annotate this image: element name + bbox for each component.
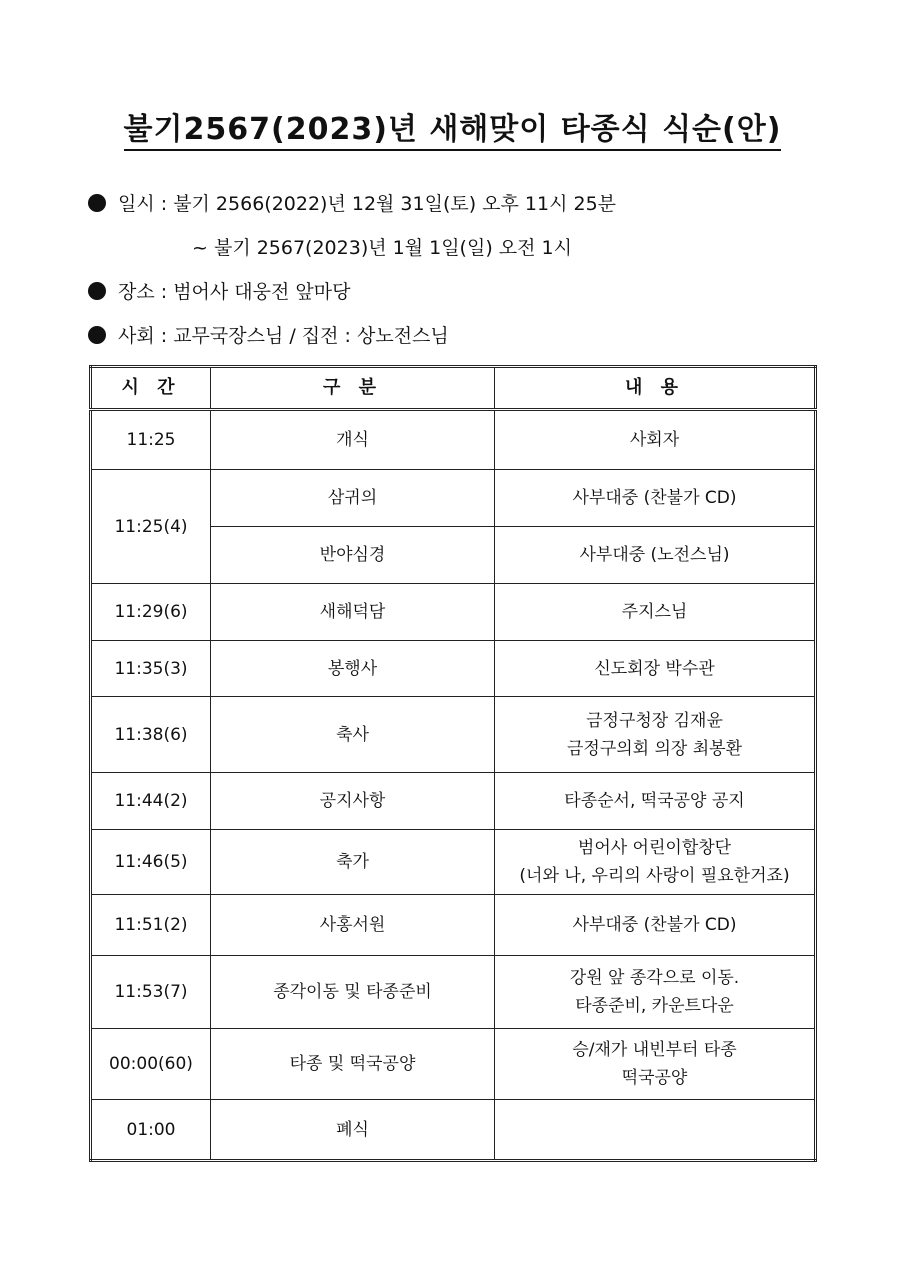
- table-row: [91, 830, 816, 895]
- table-row: [91, 1029, 816, 1100]
- table-row: [91, 584, 816, 641]
- time-cell: 11:44(2): [91, 773, 211, 830]
- item-cell: 타종 및 떡국공양: [211, 1029, 495, 1100]
- item-cell: 삼귀의: [211, 470, 495, 527]
- content-cell: 강원 앞 종각으로 이동. 타종준비, 카운트다운: [495, 956, 816, 1029]
- document-title: 불기2567(2023)년 새해맞이 타종식 식순(안): [124, 112, 782, 151]
- content-cell: 사부대중 (찬불가 CD): [495, 470, 816, 527]
- content-cell: 신도회장 박수관: [495, 641, 816, 697]
- time-cell: 11:51(2): [91, 895, 211, 956]
- header-category: 구 분: [211, 367, 495, 410]
- table-header-row: [91, 367, 816, 410]
- content-cell: 주지스님: [495, 584, 816, 641]
- time-cell: 11:25(4): [91, 470, 211, 584]
- info-date-row: [88, 182, 616, 226]
- content-cell: 승/재가 내빈부터 타종 떡국공양: [495, 1029, 816, 1100]
- item-cell: 종각이동 및 타종준비: [211, 956, 495, 1029]
- item-cell: 축가: [211, 830, 495, 895]
- info-place: 장소 : 범어사 대웅전 앞마당: [118, 281, 351, 303]
- item-cell: 반야심경: [211, 527, 495, 584]
- item-cell: 공지사항: [211, 773, 495, 830]
- info-place-row: [88, 270, 616, 314]
- table-row: [91, 470, 816, 527]
- time-cell: 11:53(7): [91, 956, 211, 1029]
- table-row: [91, 773, 816, 830]
- bullet-icon: [88, 194, 106, 212]
- item-cell: 축사: [211, 697, 495, 773]
- table-row: [91, 697, 816, 773]
- info-host-row: [88, 314, 616, 358]
- document-title-wrap: [0, 104, 905, 148]
- info-date-line1: 일시 : 불기 2566(2022)년 12월 31일(토) 오후 11시 25분: [118, 193, 617, 215]
- info-date-line2: ~ 불기 2567(2023)년 1월 1일(일) 오전 1시: [192, 237, 572, 259]
- table-row: [91, 641, 816, 697]
- content-cell: 사회자: [495, 410, 816, 470]
- time-cell: 11:46(5): [91, 830, 211, 895]
- table-row: [91, 956, 816, 1029]
- content-cell: 사부대중 (찬불가 CD): [495, 895, 816, 956]
- header-content: 내 용: [495, 367, 816, 410]
- time-cell: 11:38(6): [91, 697, 211, 773]
- table-row: [91, 410, 816, 470]
- content-cell: 범어사 어린이합창단 (너와 나, 우리의 사랑이 필요한거죠): [495, 830, 816, 895]
- item-cell: 개식: [211, 410, 495, 470]
- time-cell: 11:29(6): [91, 584, 211, 641]
- item-cell: 봉행사: [211, 641, 495, 697]
- schedule-table: [89, 365, 817, 1162]
- item-cell: 새해덕담: [211, 584, 495, 641]
- content-cell: 타종순서, 떡국공양 공지: [495, 773, 816, 830]
- table-row: [91, 1100, 816, 1161]
- bullet-icon: [88, 282, 106, 300]
- table-row: [91, 895, 816, 956]
- time-cell: 00:00(60): [91, 1029, 211, 1100]
- info-date-row-cont: [88, 226, 616, 270]
- time-cell: 11:25: [91, 410, 211, 470]
- time-cell: 11:35(3): [91, 641, 211, 697]
- header-time: 시 간: [91, 367, 211, 410]
- item-cell: 폐식: [211, 1100, 495, 1161]
- time-cell: 01:00: [91, 1100, 211, 1161]
- content-cell: [495, 1100, 816, 1161]
- content-cell: 사부대중 (노전스님): [495, 527, 816, 584]
- bullet-icon: [88, 326, 106, 344]
- info-host: 사회 : 교무국장스님 / 집전 : 상노전스님: [118, 325, 449, 347]
- item-cell: 사홍서원: [211, 895, 495, 956]
- info-section: [88, 182, 616, 358]
- content-cell: 금정구청장 김재윤 금정구의회 의장 최봉환: [495, 697, 816, 773]
